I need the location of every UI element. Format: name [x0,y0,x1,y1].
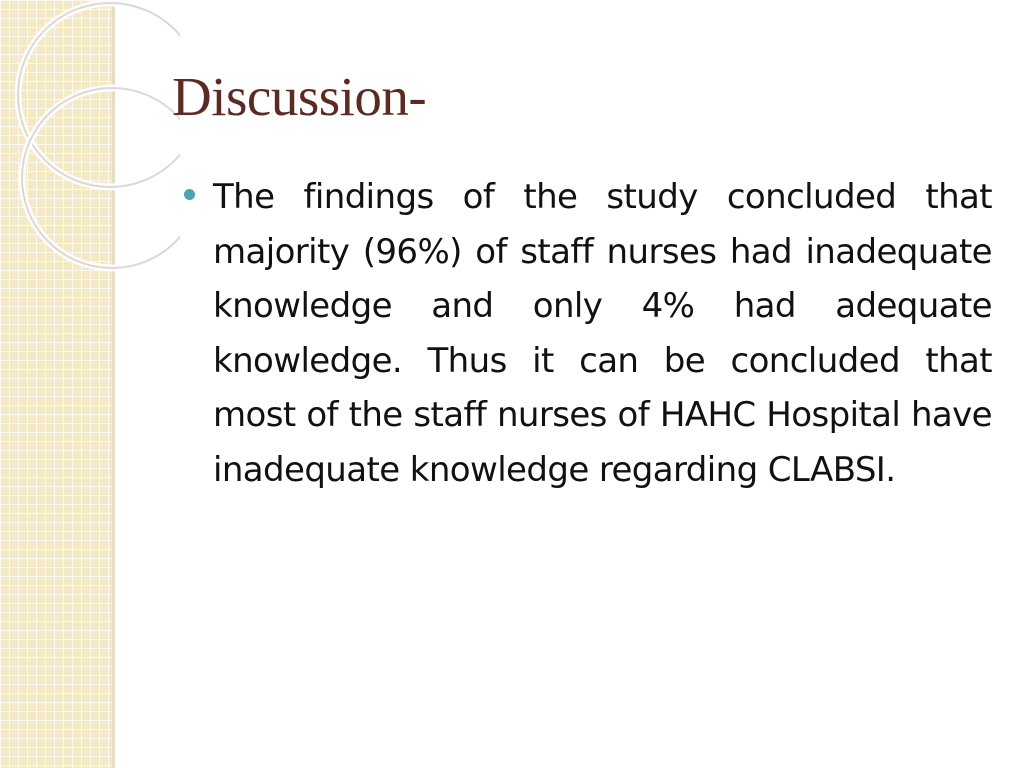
bullet-list [184,170,992,497]
slide-title: Discussion- [172,66,427,127]
bullet-item [184,170,992,497]
bullet-dot-icon [184,189,195,200]
ring-decoration-icon [0,0,180,300]
bullet-text: The findings of the study concluded that majority (96%) of staff nurses had inadequate knowledge and only 4% had adequate knowledge. Thus it can be concluded that most of the staff nurses of HAHC Hospital have inadequate knowledge regarding CLABSI. [213,177,992,490]
